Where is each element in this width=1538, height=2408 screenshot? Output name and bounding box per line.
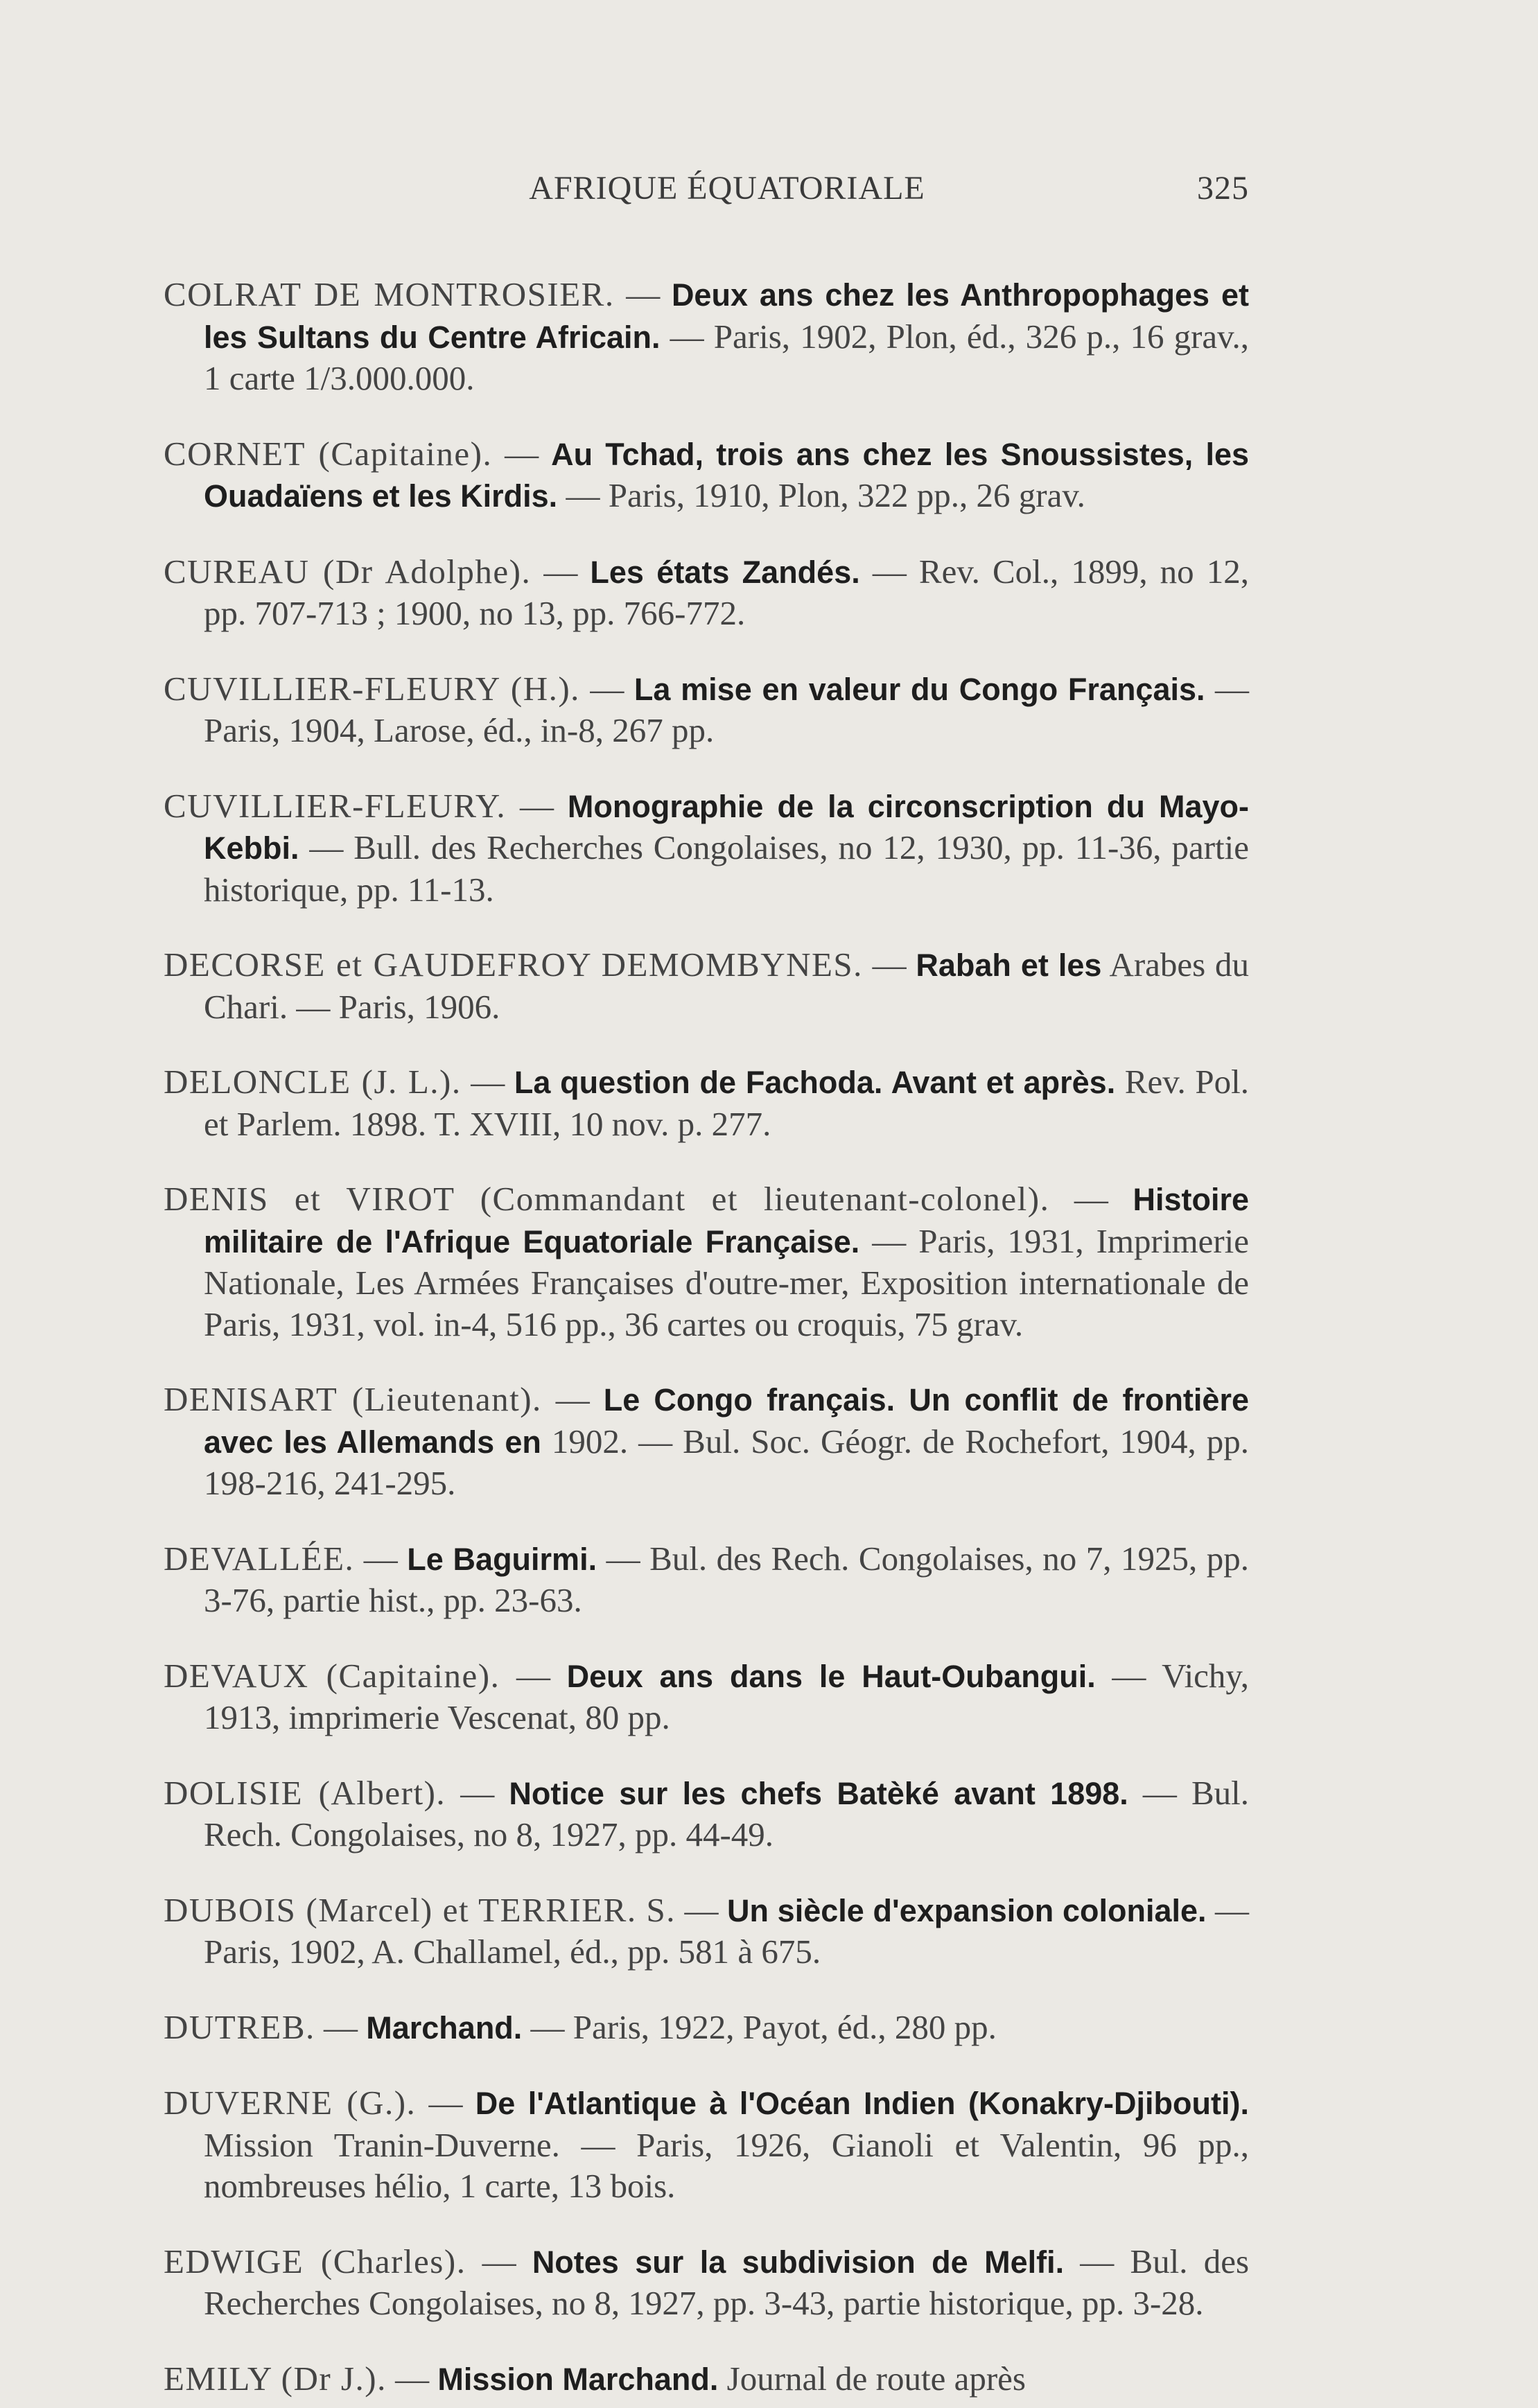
entry-title: Monographie de la circonscription du Mayo-Kebbi. <box>204 788 1250 866</box>
entry-separator: — <box>676 1890 727 1929</box>
entry-title: La question de Fachoda. Avant et après. <box>514 1065 1116 1100</box>
entry-title: Le Baguirmi. <box>407 1541 597 1577</box>
entry-title: Les états Zandés. <box>590 554 860 590</box>
bibliography-entry <box>164 944 1249 1027</box>
entry-details: — Bul. des Rech. Congolaises, no 7, 1925, pp. 3-76, partie hist., pp. 23-63. <box>204 1539 1249 1619</box>
entry-title: Mission Marchand. <box>437 2361 719 2397</box>
bibliography-entry <box>164 1379 1249 1504</box>
entry-details: — Paris, 1931, Imprimerie Nationale, Les Armées Françaises d'outre-mer, Exposition internationale de Paris, 1931, vol. in-4, 516 pp., 36 cartes ou croquis, 75 grav. <box>204 1221 1249 1343</box>
entry-title: Au Tchad, trois ans chez les Snoussistes, les Ouadaïens et les Kirdis. <box>204 436 1249 514</box>
entry-title: De l'Atlantique à l'Océan Indien (Konakry-Djibouti). <box>475 2086 1249 2121</box>
entry-author: DOLISIE (Albert). <box>164 1773 446 1812</box>
entry-details: Arabes du Chari. — Paris, 1906. <box>204 945 1249 1026</box>
entry-author: DENIS et VIROT (Commandant et lieutenant-colonel). <box>164 1180 1050 1218</box>
entry-author: DUTREB. <box>164 2007 315 2046</box>
entry-title: Histoire militaire de l'Afrique Equatoriale Française. <box>204 1182 1249 1259</box>
bibliography-entry <box>164 1772 1249 1856</box>
entry-separator: — <box>541 1380 604 1418</box>
bibliography-entry <box>164 785 1249 911</box>
entry-author: DECORSE et GAUDEFROY DEMOMBYNES. <box>164 945 863 984</box>
entry-separator: — <box>614 275 672 313</box>
entry-details: — Vichy, 1913, imprimerie Vescenat, 80 pp. <box>204 1656 1250 1736</box>
running-head-title: AFRIQUE ÉQUATORIALE <box>529 170 925 207</box>
entry-details: — Paris, 1902, A. Challamel, éd., pp. 581 à 675. <box>204 1890 1250 1971</box>
entry-title: Le Congo français. Un conflit de frontière avec les Allemands en <box>204 1382 1249 1460</box>
bibliography-entry <box>164 274 1249 399</box>
entry-details: — Bul. des Recherches Congolaises, no 8, 1927, pp. 3-43, partie historique, pp. 3-28. <box>204 2242 1250 2322</box>
entry-title: Notes sur la subdivision de Melfi. <box>532 2244 1065 2280</box>
entry-author: CUVILLIER-FLEURY (H.). <box>164 669 580 708</box>
entry-details: — Bul. Rech. Congolaises, no 8, 1927, pp. 44-49. <box>204 1773 1249 1853</box>
entry-separator: — <box>461 1063 514 1101</box>
entry-author: CUVILLIER-FLEURY. <box>164 786 507 825</box>
bibliography-entry <box>164 2082 1249 2207</box>
entry-separator: — <box>446 1773 509 1812</box>
entry-title: Marchand. <box>366 2009 523 2045</box>
entry-separator: — <box>354 1539 408 1578</box>
bibliography-entry <box>164 1655 1249 1738</box>
entry-details: — Paris, 1902, Plon, éd., 326 p., 16 grav., 1 carte 1/3.000.000. <box>204 317 1250 397</box>
entry-details: — Rev. Col., 1899, no 12, pp. 707-713 ; 1900, no 13, pp. 766-772. <box>204 552 1250 632</box>
entry-title: La mise en valeur du Congo Français. <box>633 671 1205 707</box>
bibliography-list <box>164 240 1249 2408</box>
entry-separator: — <box>862 945 916 984</box>
entry-separator: — <box>531 552 591 591</box>
entry-author: CUREAU (Dr Adolphe). <box>164 552 532 591</box>
entry-title: Deux ans dans le Haut-Oubangui. <box>566 1658 1096 1694</box>
entry-author: DENISART (Lieutenant). <box>164 1380 542 1418</box>
bibliography-entry <box>164 2358 1249 2400</box>
entry-author: DEVAUX (Capitaine). <box>164 1656 500 1695</box>
entry-author: EDWIGE (Charles). <box>164 2242 466 2280</box>
entry-title: Notice sur les chefs Batèké avant 1898. <box>509 1775 1128 1811</box>
entry-separator: — <box>416 2084 475 2122</box>
entry-author: DELONCLE (J. L.). <box>164 1063 462 1101</box>
entry-details: — Paris, 1922, Payot, éd., 280 pp. <box>522 2007 997 2046</box>
entry-title: Un siècle d'expansion coloniale. <box>726 1892 1207 1928</box>
page-number: 325 <box>1197 170 1249 207</box>
entry-separator: — <box>506 786 568 825</box>
entry-separator: — <box>315 2007 367 2046</box>
entry-separator: — <box>466 2242 532 2280</box>
bibliography-entry <box>164 1178 1249 1345</box>
running-head <box>164 169 1249 218</box>
entry-author: EMILY (Dr J.). <box>164 2359 387 2398</box>
bibliography-entry <box>164 1538 1249 1621</box>
entry-details: Rev. Pol. et Parlem. 1898. T. XVIII, 10 nov. p. 277. <box>204 1063 1250 1143</box>
bibliography-entry <box>164 2007 1249 2049</box>
entry-details: — Paris, 1904, Larose, éd., in-8, 267 pp. <box>204 669 1249 749</box>
bibliography-entry <box>164 668 1249 751</box>
entry-author: DUBOIS (Marcel) et TERRIER. S. <box>164 1890 676 1929</box>
entry-title: Deux ans chez les Anthropophages et les Sultans du Centre Africain. <box>204 277 1250 355</box>
entry-details: Journal de route après <box>718 2359 1026 2398</box>
bibliography-entry <box>164 2241 1249 2324</box>
entry-separator: — <box>492 434 552 473</box>
bibliography-entry <box>164 433 1249 517</box>
entry-details: 1902. — Bul. Soc. Géogr. de Rochefort, 1904, pp. 198-216, 241-295. <box>204 1422 1249 1502</box>
bibliography-entry <box>164 1061 1249 1144</box>
entry-author: DUVERNE (G.). <box>164 2084 417 2122</box>
entry-separator: — <box>1049 1180 1133 1218</box>
entry-separator: — <box>386 2359 438 2398</box>
entry-separator: — <box>500 1656 567 1695</box>
entry-author: DEVALLÉE. <box>164 1539 355 1578</box>
entry-details: — Paris, 1910, Plon, 322 pp., 26 grav. <box>557 476 1085 514</box>
bibliography-entry <box>164 551 1249 634</box>
entry-details: — Bull. des Recherches Congolaises, no 12, 1930, pp. 11-36, partie historique, pp. 11-13. <box>204 828 1249 909</box>
entry-title: Rabah et les <box>916 948 1102 983</box>
entry-author: COLRAT DE MONTROSIER. <box>164 275 615 313</box>
entry-details: Mission Tranin-Duverne. — Paris, 1926, Gianoli et Valentin, 96 pp., nombreuses hélio, 1 carte, 13 bois. <box>204 2125 1249 2205</box>
entry-author: CORNET (Capitaine). <box>164 434 493 473</box>
bibliography-entry <box>164 1890 1249 1973</box>
entry-separator: — <box>579 669 634 708</box>
